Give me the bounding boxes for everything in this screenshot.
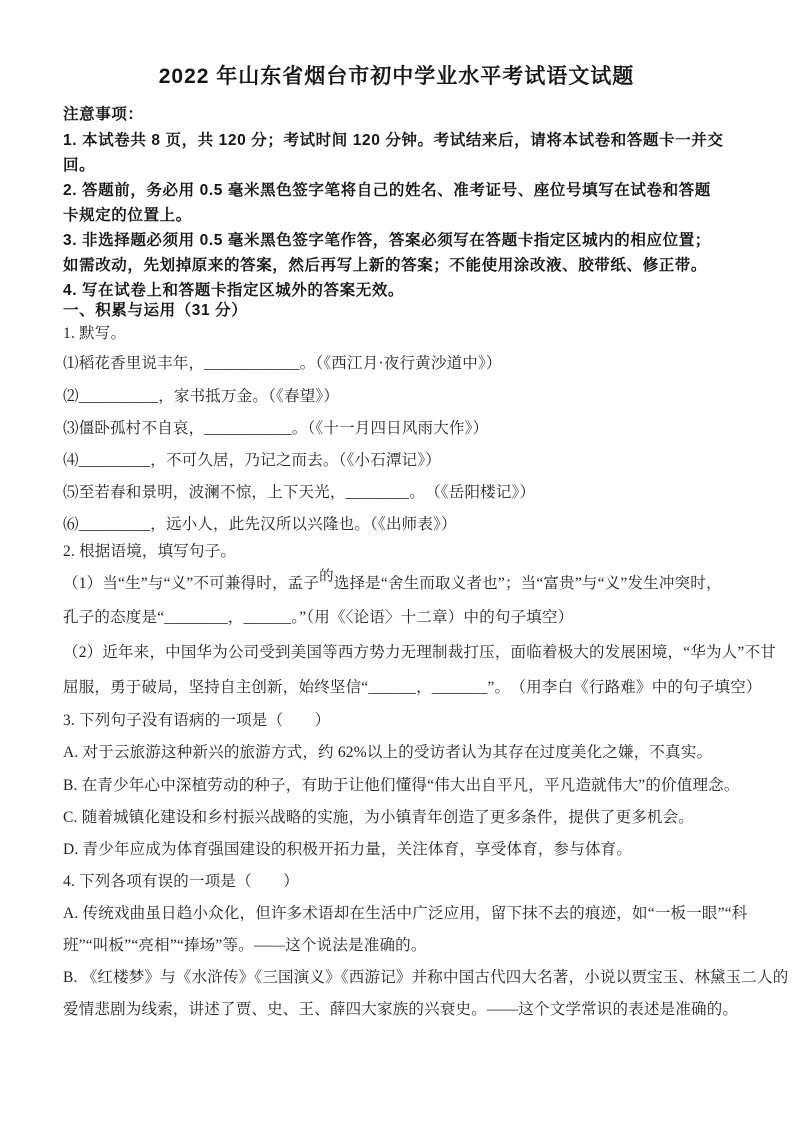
- q1-item-4: ⑷_________，不可久居，乃记之而去。（《小石潭记》）: [63, 452, 442, 469]
- q2-item-2-line-2: 屈服，勇于破局，坚持自主创新，始终坚信“______，_______”。 （用李白《行路难》中的句子填空）: [63, 679, 762, 696]
- q2-item-1-line-1: [63, 569, 722, 595]
- notice-line-2-cont: 卡规定的位置上。: [63, 207, 192, 224]
- q4-option-b-line-1: B. 《红楼梦》与《水浒传》《三国演义》《西游记》并称中国古代四大名著，小说以贾宝玉、林黛玉二人的: [63, 969, 789, 986]
- q2-item-1-superscript: 的: [319, 569, 334, 585]
- q2-item-1-line-2: 孔子的态度是“________，______。”（用《〈论语〉十二章）中的句子填空）: [63, 609, 574, 626]
- q3-option-b: B. 在青少年心中深植劳动的种子，有助于让他们懂得“伟大出自平凡，平凡造就伟大”的价值理念。: [63, 777, 740, 794]
- q4-option-b-line-2: 爱情悲剧为线索，讲述了贾、史、王、薛四大家族的兴衰史。——这个文学常识的表述是准确的。: [63, 1001, 739, 1018]
- notice-line-4: 4. 写在试卷上和答题卡指定区城外的答案无效。: [63, 282, 405, 299]
- notice-line-1-cont: 回。: [63, 157, 96, 174]
- question-4-stem: 4. 下列各项有误的一项是（ ）: [63, 873, 299, 890]
- page-title: 2022 年山东省烟台市初中学业水平考试语文试题: [158, 65, 635, 88]
- q1-item-3: ⑶僵卧孤村不自哀，___________。（《十一月四日风雨大作》）: [63, 420, 489, 437]
- question-2-stem: 2. 根据语境，填写句子。: [63, 543, 237, 560]
- q2-item-2-line-1: （2）近年来，中国华为公司受到美国等西方势力无理制裁打压，面临着极大的发展困境，“华为人”不甘: [63, 644, 776, 661]
- q3-option-d: D. 青少年应成为体育强国建设的积极开拓力量，关注体育，享受体育，参与体育。: [63, 841, 633, 858]
- notice-line-3: 3. 非选择题必须用 0.5 毫米黑色签字笔作答，答案必须写在答题卡指定区城内的相应位置；: [63, 232, 711, 249]
- q1-item-6: ⑹_________，远小人，此先汉所以兴隆也。（《出师表》）: [63, 516, 457, 533]
- q1-item-1: ⑴稻花香里说丰年，____________。（《西江月·夜行黄沙道中》）: [63, 355, 502, 372]
- notice-line-3-cont: 如需改动，先划掉原来的答案，然后再写上新的答案；不能使用涂改液、胶带纸、修正带。: [63, 257, 708, 274]
- section-1-heading: 一、积累与运用（31 分）: [63, 302, 248, 319]
- notice-heading: 注意事项：: [63, 106, 144, 123]
- q4-option-a-line-2: 班”“叫板”“亮相”“捧场”等。——这个说法是准确的。: [63, 937, 427, 954]
- q2-item-1-pre: （1）当“生”与“义”不可兼得时，孟子: [63, 575, 320, 592]
- q1-item-2: ⑵__________，家书抵万金。（《春望》）: [63, 388, 340, 405]
- q4-option-a-line-1: A. 传统戏曲虽日趋小众化，但许多术语却在生活中广泛应用，留下抹不去的痕迹，如“一板一眼”“科: [63, 905, 748, 922]
- notice-line-1: 1. 本试卷共 8 页，共 120 分；考试时间 120 分钟。考试结来后，请将本试卷和答题卡一并交: [63, 132, 724, 149]
- q1-item-5: ⑸至若春和景明，波澜不惊，上下天光，________。 （《岳阳楼记》）: [63, 484, 536, 501]
- q3-option-a: A. 对于云旅游这种新兴的旅游方式，约 62%以上的受访者认为其存在过度美化之嫌，不真实。: [63, 744, 713, 761]
- notice-line-2: 2. 答题前，务必用 0.5 毫米黑色签字笔将自己的姓名、准考证号、座位号填写在试卷和答题: [63, 182, 711, 199]
- q2-item-1-post: 选择是“舍生而取义者也”；当“富贵”与“义”发生冲突时，: [333, 575, 722, 592]
- question-3-stem: 3. 下列句子没有语病的一项是（ ）: [63, 712, 331, 729]
- question-1-stem: 1. 默写。: [63, 325, 127, 342]
- q3-option-c: C. 随着城镇化建设和乡村振兴战略的实施，为小镇青年创造了更多条件，提供了更多机会。: [63, 809, 694, 826]
